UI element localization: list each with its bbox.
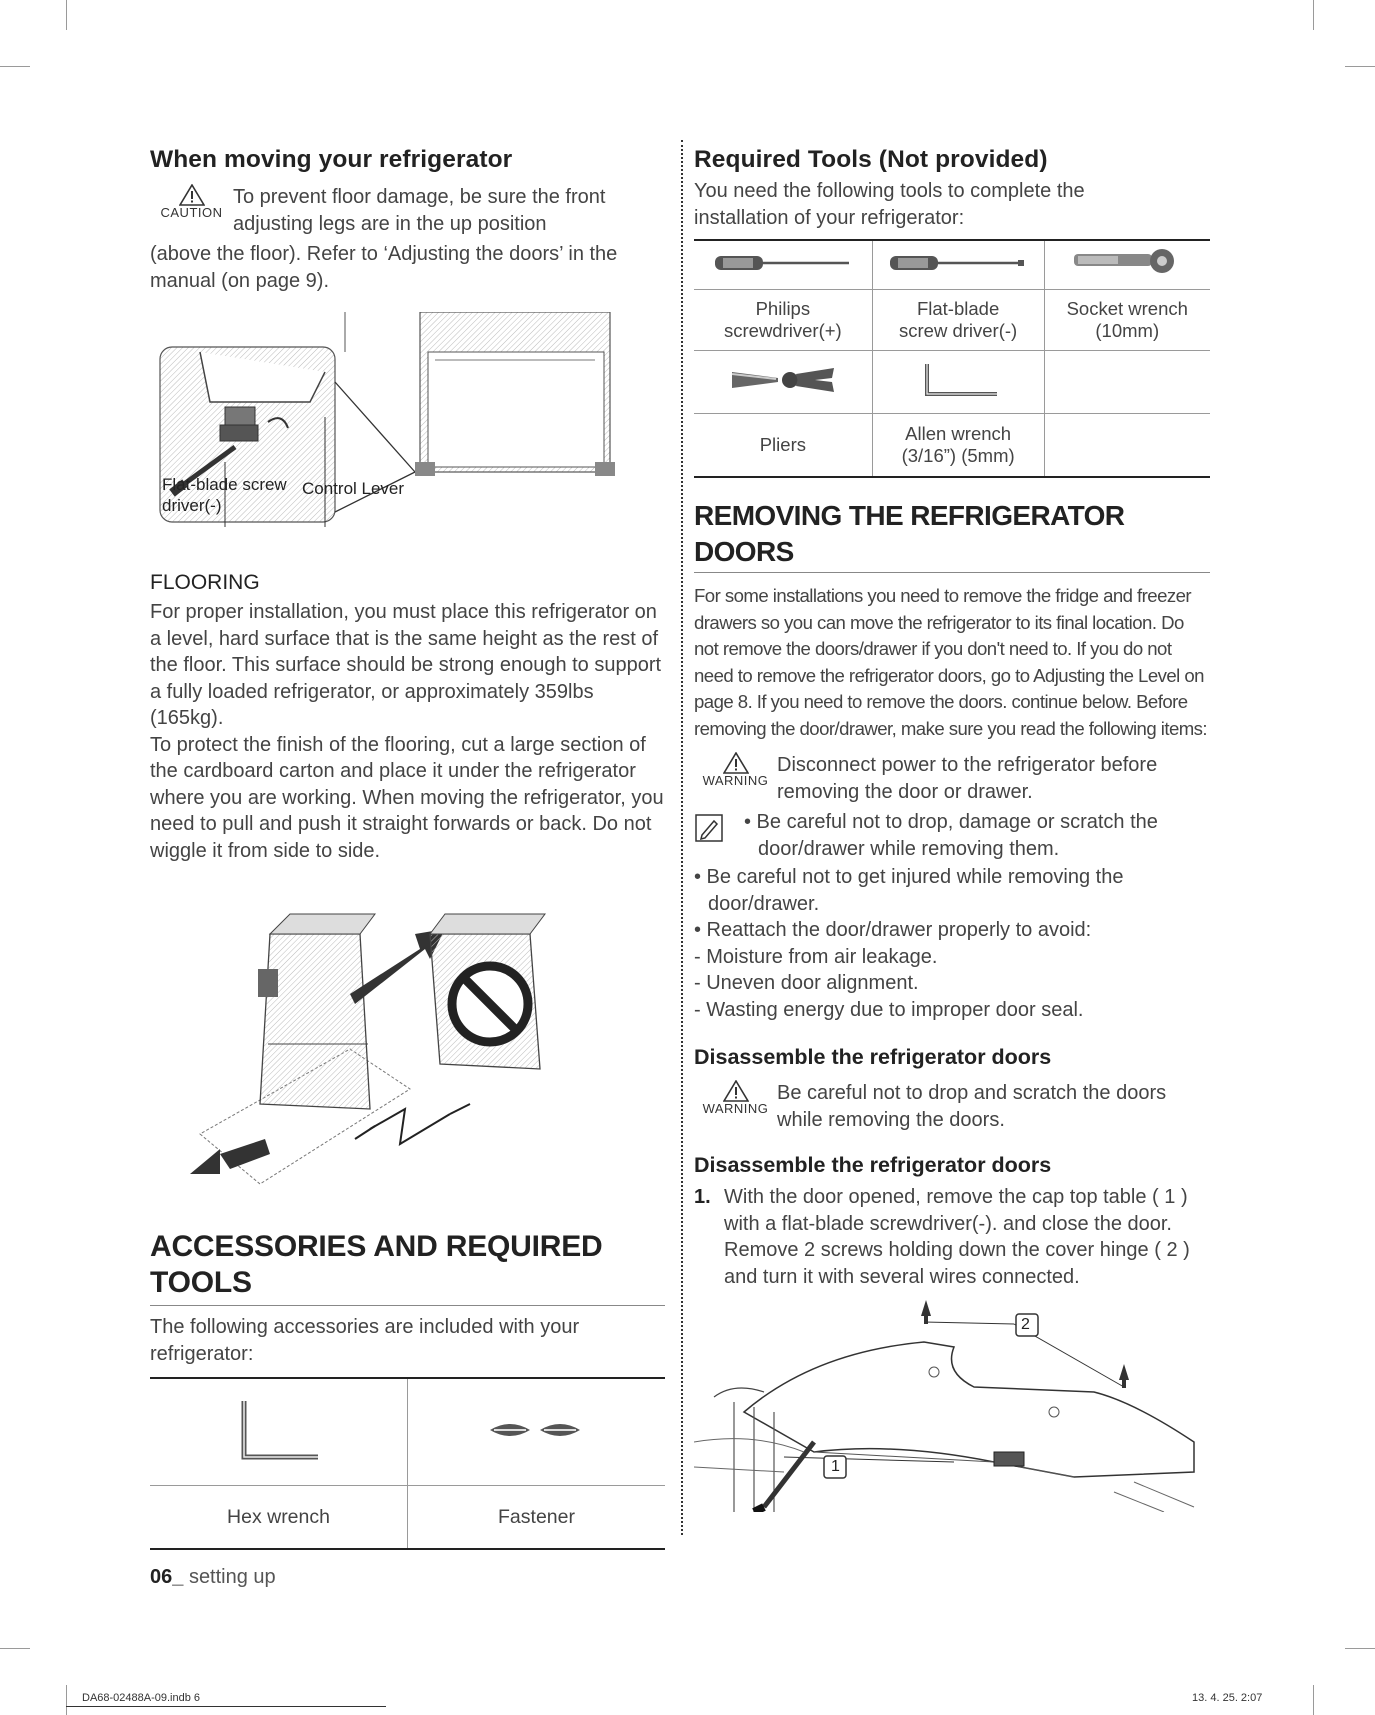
tool-label: Pliers — [694, 414, 872, 478]
callout-1: 1 — [831, 1458, 840, 1475]
flooring-title: FLOORING — [150, 571, 260, 594]
tools-title: Required Tools (Not provided) — [694, 146, 1048, 173]
right-column — [694, 140, 1210, 1512]
hinge-figure — [694, 1292, 1210, 1512]
socket-wrench-icon — [1072, 248, 1182, 278]
moving-title: When moving your refrigerator — [150, 146, 513, 173]
warning-label: WARNING — [702, 1101, 769, 1116]
section-name: setting up — [188, 1566, 276, 1588]
moving-text: (above the floor). Refer to ‘Adjusting the doors’ in the manual (on page 9). — [150, 243, 618, 292]
print-slug-left: DA68-02488A-09.indb 6 — [82, 1692, 201, 1704]
accessory-label: Hex wrench — [150, 1486, 408, 1550]
pliers-icon — [728, 360, 838, 400]
step-1 — [694, 1184, 1210, 1290]
empty-tool-cell — [1044, 351, 1210, 414]
warning-notice-scratch — [694, 1080, 1210, 1133]
warning2-line-2: while removing the doors. — [777, 1108, 1005, 1131]
accessory-image-cell — [150, 1378, 408, 1486]
hinge-removal-illustration — [694, 1292, 1210, 1512]
refrigerator-moving-figure — [150, 894, 620, 1189]
disassemble-title-1: Disassemble the refrigerator doors — [694, 1045, 1052, 1069]
fastener-icon — [482, 1415, 592, 1445]
note-text: • Be careful not to drop, damage or scratch the door/drawer while removing them. — [744, 811, 1158, 860]
flooring-paragraph-1: For proper installation, you must place this refrigerator on a level, hard surface that is the same height as the rest of the floor. This surface should be strong enough to support a fully loaded refrigerator, or approximately 359lbs (165kg). — [150, 601, 662, 729]
list-item: - Wasting energy due to improper door seal. — [694, 998, 1084, 1021]
left-column — [150, 140, 665, 1550]
caution-notice — [150, 184, 665, 237]
tool-label: Flat-blade screw driver(-) — [872, 290, 1044, 351]
list-item: - Moisture from air leakage. — [694, 945, 938, 968]
tools-table — [694, 239, 1210, 478]
tool-label: Philips screwdriver(+) — [694, 290, 872, 351]
caution-triangle-icon — [179, 184, 205, 206]
allen-wrench-icon — [913, 360, 1003, 400]
accessory-image-cell — [408, 1378, 666, 1486]
step-text: With the door opened, remove the cap top table ( 1 ) with a flat-blade screwdriver(-). and close the door. Remove 2 screws holding down the cover hinge ( 2 ) and turn it with several wires connected. — [724, 1186, 1190, 1288]
disassemble-title-2: Disassemble the refrigerator doors — [694, 1153, 1052, 1177]
removal-bullet-list — [694, 864, 1210, 1023]
philips-screwdriver-icon — [713, 253, 853, 273]
column-divider — [681, 140, 683, 1535]
list-item: • Reattach the door/drawer properly to avoid: — [694, 919, 1092, 941]
warning-triangle-icon — [723, 1080, 749, 1102]
accessories-title: ACCESSORIES AND REQUIRED TOOLS — [150, 1230, 603, 1299]
fig1-label-screwdriver: Flat-blade screw driver(-) — [162, 475, 287, 515]
tool-label — [1044, 414, 1210, 478]
list-item: - Uneven door alignment. — [694, 972, 919, 994]
page-footer — [150, 1566, 276, 1589]
note-block — [694, 809, 1210, 862]
moving-refrigerator-illustration — [150, 894, 665, 1189]
warning1-line-2: removing the door or drawer. — [777, 780, 1033, 803]
warning1-line-1: Disconnect power to the refrigerator before — [777, 754, 1158, 776]
warning-label: WARNING — [702, 773, 769, 788]
tool-label: Socket wrench (10mm) — [1044, 290, 1210, 351]
leveling-leg-illustration — [150, 312, 665, 537]
caution-line-1: To prevent floor damage, be sure the front — [233, 186, 606, 208]
flat-blade-screwdriver-icon — [888, 253, 1028, 273]
caution-label: CAUTION — [160, 205, 223, 220]
caution-line-2: adjusting legs are in the up position — [233, 212, 547, 235]
tool-label: Allen wrench (3/16”) (5mm) — [872, 414, 1044, 478]
print-slug-right: 13. 4. 25. 2:07 — [1192, 1692, 1263, 1704]
accessories-table — [150, 1377, 665, 1550]
warning-notice-power — [694, 752, 1210, 805]
removing-doors-title: REMOVING THE REFRIGERATOR DOORS — [694, 500, 1125, 567]
removing-doors-text: For some installations you need to remove the fridge and freezer drawers so you can move the refrigerator to its final location. Do not remove the doors/drawer if you don't need to. If you do not need to remove the refrigerator doors, go to Adjusting the Level on page 8. If you need to remove the doors. continue below. Before removing the door/drawer, make sure you read the following items: — [694, 585, 1208, 739]
note-pencil-icon — [694, 813, 724, 843]
warning2-line-1: Be careful not to drop and scratch the doors — [777, 1082, 1167, 1104]
fig1-label-control-lever: Control Lever — [302, 479, 405, 498]
warning-triangle-icon — [723, 752, 749, 774]
list-item: • Be careful not to get injured while removing the door/drawer. — [694, 866, 1124, 915]
tools-text: You need the following tools to complete the installation of your refrigerator: — [694, 180, 1085, 229]
accessory-label: Fastener — [408, 1486, 666, 1550]
accessories-text: The following accessories are included with your refrigerator: — [150, 1316, 580, 1365]
page-number: 06_ — [150, 1566, 184, 1588]
step-number: 1. — [694, 1186, 711, 1208]
hex-wrench-icon — [234, 1395, 324, 1465]
callout-2: 2 — [1021, 1316, 1030, 1333]
flooring-paragraph-2: To protect the finish of the flooring, cut a large section of the cardboard carton and place it under the refrigerator where you are working. When moving the refrigerator, you need to pull and push it straight forwards or back. Do not wiggle it from side to side. — [150, 733, 664, 862]
